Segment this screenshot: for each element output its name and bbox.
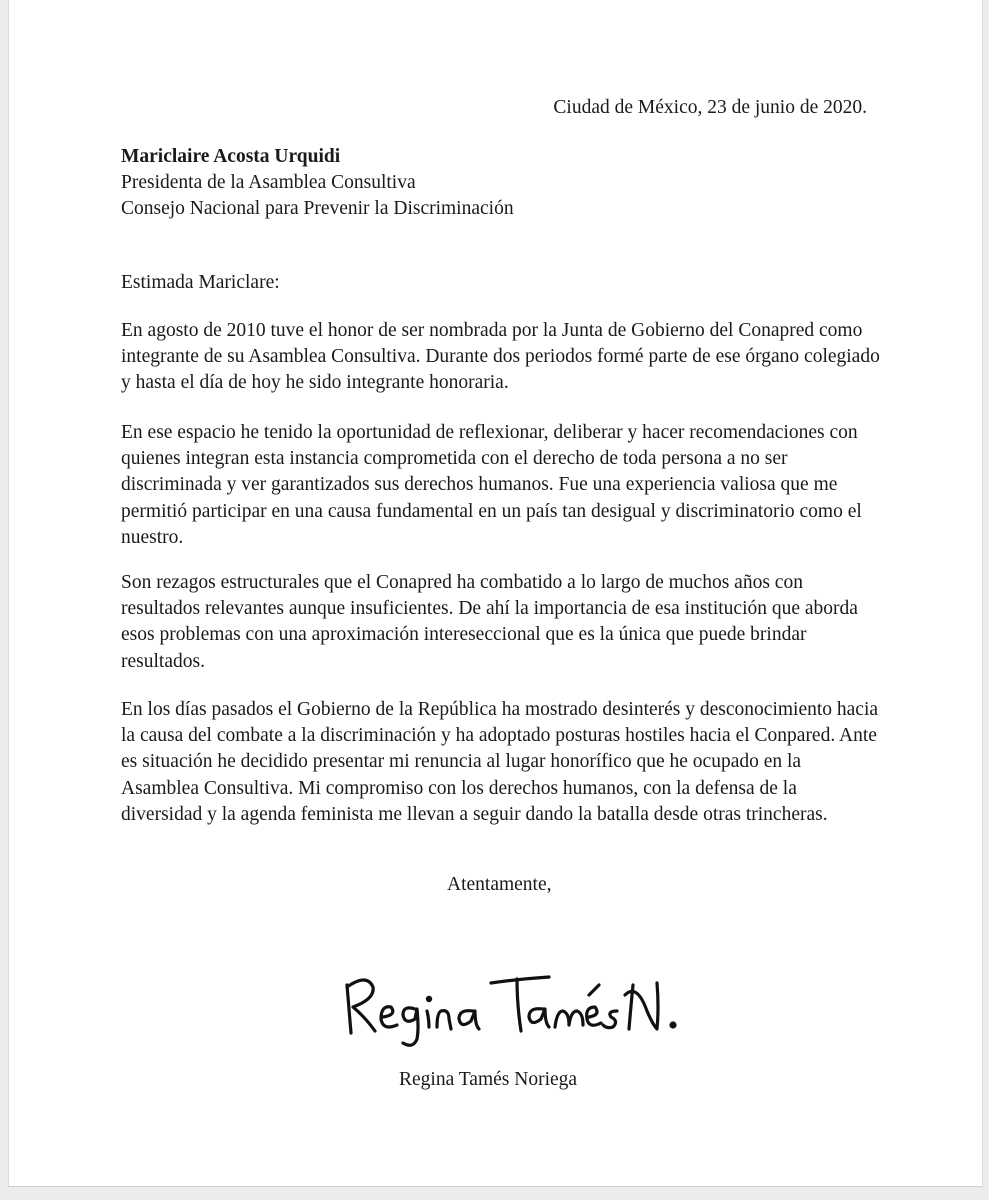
recipient-organization: Consejo Nacional para Prevenir la Discriminación xyxy=(121,198,514,220)
body-paragraph-3: Son rezagos estructurales que el Conapred ha combatido a lo largo de muchos años con resultados relevantes aunque insuficientes. De ahí la importancia de esa institución que aborda esos problemas con una aproximación intereseccional que es la única que puede brindar resultados. xyxy=(121,572,858,672)
recipient-name: Mariclaire Acosta Urquidi xyxy=(121,146,341,167)
letter-date: Ciudad de México, 23 de junio de 2020. xyxy=(553,97,867,118)
body-paragraph-1: En agosto de 2010 tuve el honor de ser nombrada por la Junta de Gobierno del Conapred como integrante de su Asamblea Consultiva. Durante dos periodos formé parte de ese órgano colegiado y hasta el día de hoy he sido integrante honoraria. xyxy=(121,320,880,394)
handwritten-signature xyxy=(327,955,687,1050)
body-paragraph-4: En los días pasados el Gobierno de la República ha mostrado desinterés y desconocimiento hacia la causa del combate a la discriminación y ha adoptado posturas hostiles hacia el Conpared. Ante es situación he decidido presentar mi renuncia al lugar honorífico que he ocupado en la Asamblea Consultiva. Mi compromiso con los derechos humanos, con la defensa de la diversidad y la agenda feminista me llevan a seguir dando la batalla desde otras trincheras. xyxy=(121,699,879,825)
body-paragraph-2: En ese espacio he tenido la oportunidad de reflexionar, deliberar y hacer recomendaciones con quienes integran esta instancia comprometida con el derecho de toda persona a no ser discriminada y ver garantizados sus derechos humanos. Fue una experiencia valiosa que me permitió participar en una causa fundamental en un país tan desigual y discriminatorio como el nuestro. xyxy=(121,422,862,548)
closing: Atentamente, xyxy=(447,874,552,895)
salutation: Estimada Mariclare: xyxy=(121,272,280,293)
recipient-title: Presidenta de la Asamblea Consultiva xyxy=(121,172,416,194)
signer-name: Regina Tamés Noriega xyxy=(399,1069,578,1090)
letter-page xyxy=(8,0,983,1187)
recipient-block xyxy=(121,144,514,223)
